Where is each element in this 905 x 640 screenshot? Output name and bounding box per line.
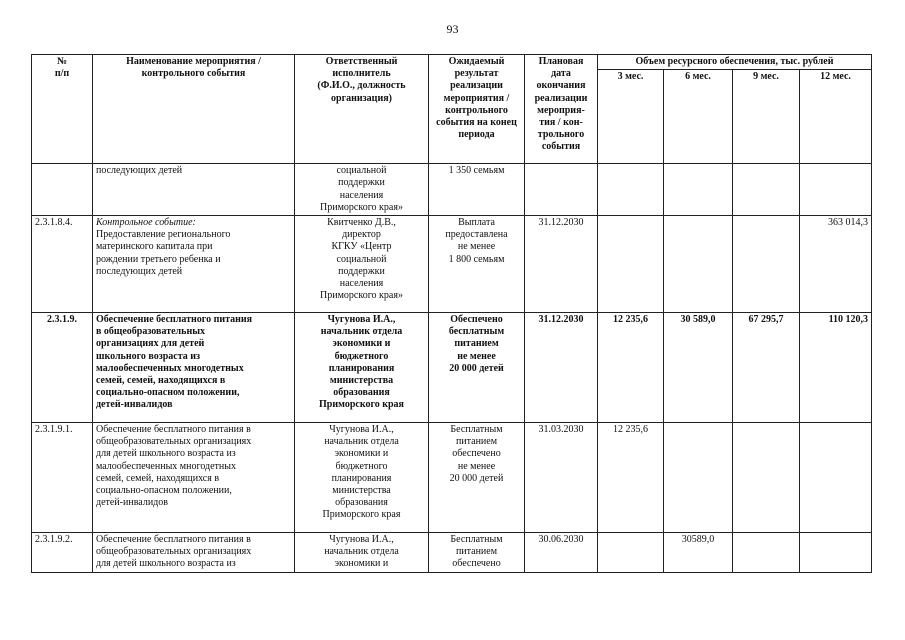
row-date: 31.12.2030 — [525, 216, 598, 313]
row-expected: Выплата предоставлена не менее 1 800 семьям — [429, 216, 525, 313]
row-m6 — [664, 216, 733, 313]
page-number: 93 — [446, 22, 459, 36]
header-expected: Ожидаемый результат реализации мероприятия / контрольного события на конец периода — [429, 55, 525, 164]
table-row — [32, 164, 872, 216]
table-row — [32, 216, 872, 313]
row-m9 — [733, 216, 800, 313]
row-name-cell — [93, 216, 295, 313]
row-m3: 12 235,6 — [598, 313, 664, 423]
row-m6 — [664, 164, 733, 216]
row-name: Обеспечение бесплатного питания в общеобразовательных организациях для детей школьного возраста из малообеспеченных многодетных семей, семей, находящихся в социально-опасном положении, детей-инвалидов — [93, 423, 295, 533]
row-m6: 30589,0 — [664, 533, 733, 573]
row-responsible: социальной поддержки населения Приморского края» — [295, 164, 429, 216]
row-responsible: Чугунова И.А., начальник отдела экономики и — [295, 533, 429, 573]
row-responsible: Квитченко Д.В., директор КГКУ «Центр социальной поддержки населения Приморского края» — [295, 216, 429, 313]
row-m9 — [733, 423, 800, 533]
row-num — [32, 164, 93, 216]
header-m9: 9 мес. — [733, 70, 800, 164]
row-num: 2.3.1.9.2. — [32, 533, 93, 573]
table-row — [32, 313, 872, 423]
row-responsible: Чугунова И.А., начальник отдела экономики и бюджетного планирования министерства образования Приморского края — [295, 313, 429, 423]
row-num: 2.3.1.8.4. — [32, 216, 93, 313]
row-name: Обеспечение бесплатного питания в общеобразовательных организациях для детей школьного возраста из — [93, 533, 295, 573]
row-m3 — [598, 533, 664, 573]
row-expected: Бесплатным питанием обеспечено не менее 20 000 детей — [429, 423, 525, 533]
row-date: 30.06.2030 — [525, 533, 598, 573]
table-row — [32, 423, 872, 533]
row-expected: 1 350 семьям — [429, 164, 525, 216]
row-m9 — [733, 164, 800, 216]
row-m3: 12 235,6 — [598, 423, 664, 533]
header-num: № п/п — [32, 55, 93, 164]
row-date: 31.12.2030 — [525, 313, 598, 423]
row-m12 — [800, 423, 872, 533]
header-m12: 12 мес. — [800, 70, 872, 164]
row-name: Предоставление регионального материнского капитала при рождении третьего ребенка и последующих детей — [96, 229, 231, 277]
header-responsible: Ответственный исполнитель (Ф.И.О., должность организация) — [295, 55, 429, 164]
row-m9: 67 295,7 — [733, 313, 800, 423]
row-expected: Бесплатным питанием обеспечено — [429, 533, 525, 573]
header-volume: Объем ресурсного обеспечения, тыс. рублей — [598, 55, 872, 70]
row-m12 — [800, 164, 872, 216]
row-num: 2.3.1.9.1. — [32, 423, 93, 533]
row-m12 — [800, 533, 872, 573]
row-name: Обеспечение бесплатного питания в общеобразовательных организациях для детей школьного возраста из малообеспеченных многодетных семей, семей, находящихся в социально-опасном положении, детей-инвалидов — [93, 313, 295, 423]
plan-table — [31, 54, 872, 573]
row-num: 2.3.1.9. — [32, 313, 93, 423]
header-m3: 3 мес. — [598, 70, 664, 164]
row-m3 — [598, 216, 664, 313]
row-m12: 110 120,3 — [800, 313, 872, 423]
row-m3 — [598, 164, 664, 216]
row-date — [525, 164, 598, 216]
row-m6 — [664, 423, 733, 533]
row-date: 31.03.2030 — [525, 423, 598, 533]
row-responsible: Чугунова И.А., начальник отдела экономики и бюджетного планирования министерства образования Приморского края — [295, 423, 429, 533]
header-name: Наименование мероприятия / контрольного события — [93, 55, 295, 164]
header-date: Плановая дата окончания реализации мероприя- тия / кон- трольного события — [525, 55, 598, 164]
row-m6: 30 589,0 — [664, 313, 733, 423]
row-m12: 363 014,3 — [800, 216, 872, 313]
header-m6: 6 мес. — [664, 70, 733, 164]
row-name: последующих детей — [93, 164, 295, 216]
row-expected: Обеспечено бесплатным питанием не менее 20 000 детей — [429, 313, 525, 423]
table-row — [32, 533, 872, 573]
control-event-label: Контрольное событие: — [96, 217, 196, 229]
row-m9 — [733, 533, 800, 573]
